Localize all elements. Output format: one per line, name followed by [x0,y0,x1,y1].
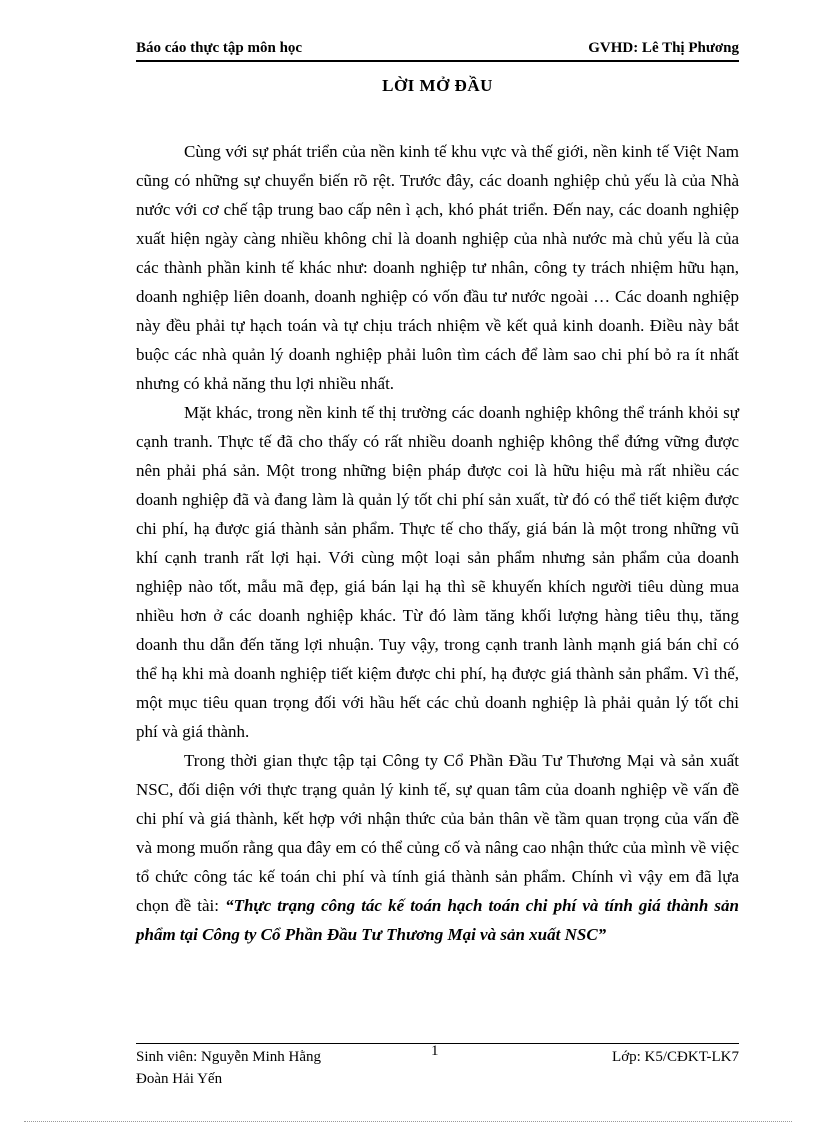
thesis-topic: “Thực trạng công tác kế toán hạch toán chi phí và tính giá thành sản phẩm tại Công ty Cổ Phần Đầu Tư Thương Mại và sản xuất NSC” [136,896,739,944]
page-edge-divider [24,1121,792,1122]
document-body [136,137,739,949]
student-name: Sinh viên: Nguyễn Minh Hằng [136,1049,321,1065]
class-label: Lớp: K5/CĐKT-LK7 [612,1049,739,1065]
student-name-2: Đoàn Hải Yến [136,1071,223,1087]
page-header [136,38,739,62]
page-footer [136,1043,739,1087]
page-title: LỜI MỞ ĐẦU [382,76,493,95]
report-label: Báo cáo thực tập môn học [136,40,303,56]
paragraph-3-text: Trong thời gian thực tập tại Công ty Cổ Phần Đầu Tư Thương Mại và sản xuất NSC, đối diện với thực trạng quản lý kinh tế, sự quan tâm của doanh nghiệp về vấn đề chi phí và giá thành, kết hợp với nhận thức của bản thân về tầm quan trọng của vấn đề và mong muốn rằng qua đây em có thể củng cố và nâng cao nhận thức của mình về việc tổ chức công tác kế toán chi phí và tính giá thành sản phẩm. Chính vì vậy em đã lựa chọn đề tài: [136,751,739,915]
paragraph-1: Cùng với sự phát triển của nền kinh tế khu vực và thế giới, nền kinh tế Việt Nam cũng có những sự chuyển biến rõ rệt. Trước đây, các doanh nghiệp chủ yếu là của Nhà nước với cơ chế tập trung bao cấp nên ì ạch, khó phát triển. Đến nay, các doanh nghiệp xuất hiện ngày càng nhiều không chỉ là doanh nghiệp của nhà nước mà chủ yếu là của các thành phần kinh tế khác như: doanh nghiệp tư nhân, công ty trách nhiệm hữu hạn, doanh nghiệp liên doanh, doanh nghiệp có vốn đầu tư nước ngoài … Các doanh nghiệp này đều phải tự hạch toán và tự chịu trách nhiệm về kết quả kinh doanh. Điều này bắt buộc các nhà quản lý doanh nghiệp phải luôn tìm cách để làm sao chi phí bỏ ra ít nhất nhưng có khả năng thu lợi nhiều nhất. [136,142,739,393]
page-number: 1 [431,1043,439,1059]
paragraph-3 [136,746,739,949]
paragraph-2: Mặt khác, trong nền kinh tế thị trường các doanh nghiệp không thể tránh khỏi sự cạnh tranh. Thực tế đã cho thấy có rất nhiều doanh nghiệp không thể đứng vững được nên phải phá sản. Một trong những biện pháp được coi là hữu hiệu mà rất nhiều các doanh nghiệp đã và đang làm là quản lý tốt chi phí sản xuất, từ đó có thể tiết kiệm được chi phí, hạ được giá thành sản phẩm. Thực tế cho thấy, giá bán là một trong những vũ khí cạnh tranh rất lợi hại. Với cùng một loại sản phẩm nhưng sản phẩm của doanh nghiệp nào tốt, mẫu mã đẹp, giá bán lại hạ thì sẽ khuyến khích người tiêu dùng mua nhiều hơn ở các doanh nghiệp khác. Từ đó làm tăng khối lượng hàng tiêu thụ, tăng doanh thu dẫn đến tăng lợi nhuận. Tuy vậy, trong cạnh tranh lành mạnh giá bán chỉ có thể hạ khi mà doanh nghiệp tiết kiệm được chi phí, hạ được giá thành sản phẩm. Vì thế, một mục tiêu quan trọng đối với hầu hết các chủ doanh nghiệp là phải quản lý tốt chi phí và giá thành. [136,403,739,741]
supervisor-label: GVHD: Lê Thị Phương [588,40,739,56]
